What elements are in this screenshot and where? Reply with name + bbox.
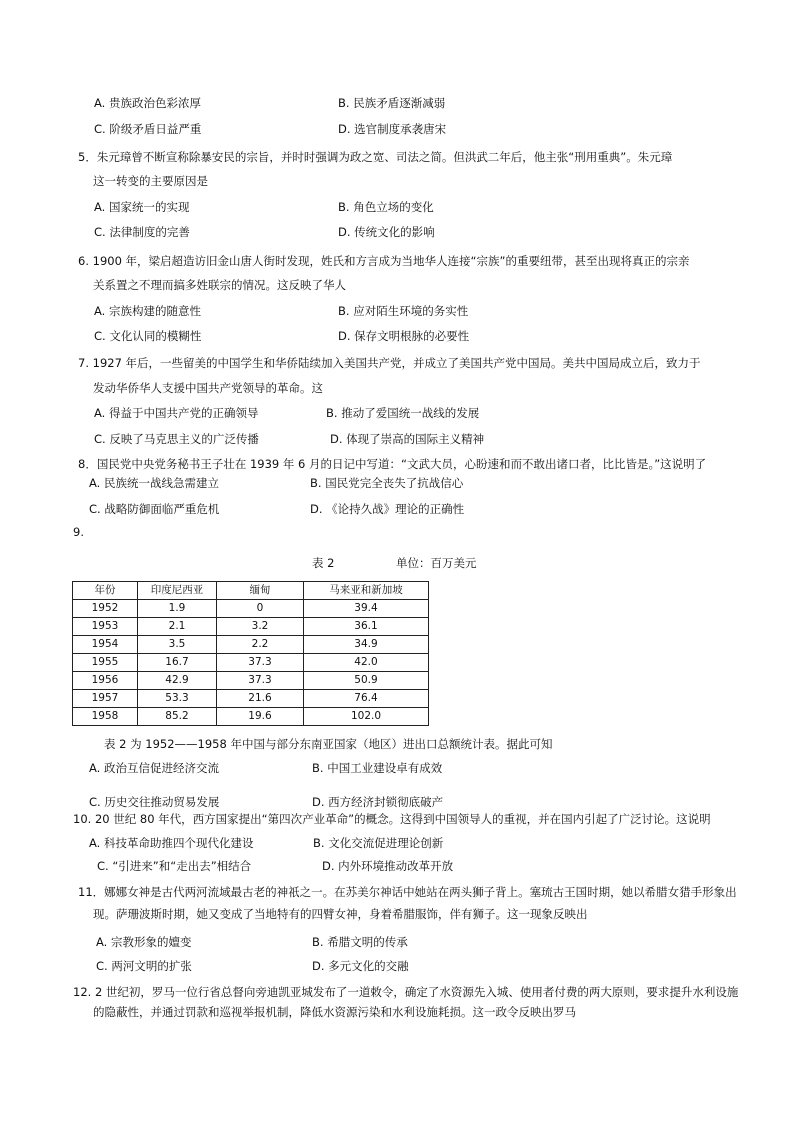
table-cell: 85.2 bbox=[138, 708, 217, 726]
q11-option-a: A. 宗教形象的嬗变 bbox=[96, 935, 192, 949]
table-cell: 42.9 bbox=[138, 672, 217, 690]
q6-option-c: C. 文化认同的模糊性 bbox=[94, 329, 202, 343]
q7-option-c: C. 反映了马克思主义的广泛传播 bbox=[94, 432, 259, 446]
q12-stem-line1: 12. 2 世纪初，罗马一位行省总督向旁迪凯亚城发布了一道敕令，确定了水资源先入城、使用者付费的两大原则，要求提升水利设施 bbox=[73, 985, 739, 999]
table-cell: 1955 bbox=[73, 654, 138, 672]
q5-option-c: C. 法律制度的完善 bbox=[94, 225, 190, 239]
table-cell: 37.3 bbox=[217, 654, 304, 672]
q7-stem-line1: 7. 1927 年后，一些留美的中国学生和华侨陆续加入美国共产党，并成立了美国共产党中国局。美共中国局成立后，致力于 bbox=[78, 356, 701, 370]
q5-option-a: A. 国家统一的实现 bbox=[94, 200, 190, 214]
table-cell: 42.0 bbox=[304, 654, 429, 672]
q8-option-a: A. 民族统一战线急需建立 bbox=[89, 476, 219, 490]
table-row bbox=[73, 690, 429, 708]
table-cell: 37.3 bbox=[217, 672, 304, 690]
q9-option-d: D. 西方经济封锁彻底破产 bbox=[312, 795, 444, 809]
table-cell: 1958 bbox=[73, 708, 138, 726]
q7-stem-line2: 发动华侨华人支援中国共产党领导的革命。这 bbox=[93, 381, 323, 395]
q11-option-d: D. 多元文化的交融 bbox=[312, 959, 409, 973]
q6-option-d: D. 保存文明根脉的必要性 bbox=[338, 329, 470, 343]
q7-option-a: A. 得益于中国共产党的正确领导 bbox=[94, 406, 259, 420]
table-row bbox=[73, 636, 429, 654]
q7-option-b: B. 推动了爱国统一战线的发展 bbox=[326, 406, 480, 420]
table-cell: 102.0 bbox=[304, 708, 429, 726]
q11-option-b: B. 希腊文明的传承 bbox=[312, 935, 408, 949]
table-row bbox=[73, 672, 429, 690]
table-cell: 1957 bbox=[73, 690, 138, 708]
table-cell: 34.9 bbox=[304, 636, 429, 654]
table-unit: 单位：百万美元 bbox=[396, 556, 477, 570]
header-malaya-singapore: 马来亚和新加坡 bbox=[304, 582, 429, 600]
table-cell: 50.9 bbox=[304, 672, 429, 690]
q10-option-a: A. 科技革命助推四个现代化建设 bbox=[89, 836, 254, 850]
table-cell: 16.7 bbox=[138, 654, 217, 672]
q6-option-b: B. 应对陌生环境的务实性 bbox=[338, 304, 469, 318]
q11-stem-line1: 11．娜娜女神是古代两河流域最古老的神祇之一。在苏美尔神话中她站在两头狮子背上。塞琉古王国时期，她以希腊女猎手形象出 bbox=[78, 885, 737, 899]
q8-option-d: D. 《论持久战》理论的正确性 bbox=[310, 502, 465, 516]
table-header-row bbox=[73, 582, 429, 600]
q4-option-c: C. 阶级矛盾日益严重 bbox=[94, 122, 202, 136]
table-title: 表 2 bbox=[312, 556, 335, 570]
q7-option-d: D. 体现了崇高的国际主义精神 bbox=[330, 432, 485, 446]
table-cell: 1956 bbox=[73, 672, 138, 690]
table-cell: 0 bbox=[217, 600, 304, 618]
table-row bbox=[73, 708, 429, 726]
header-indonesia: 印度尼西亚 bbox=[138, 582, 217, 600]
q5-stem-line1: 5．朱元璋曾不断宣称除暴安民的宗旨，并时时强调为政之宽、司法之简。但洪武二年后，他主张“刑用重典”。朱元璋 bbox=[78, 150, 673, 164]
table-cell: 2.1 bbox=[138, 618, 217, 636]
table-cell: 1952 bbox=[73, 600, 138, 618]
q4-option-d: D. 选官制度承袭唐宋 bbox=[338, 122, 447, 136]
q8-option-c: C. 战略防御面临严重危机 bbox=[89, 502, 220, 516]
trade-table bbox=[72, 581, 429, 726]
q6-stem-line1: 6. 1900 年，梁启超造访旧金山唐人街时发现，姓氏和方言成为当地华人连接“宗族”的重要纽带，甚至出现将真正的宗亲 bbox=[78, 254, 690, 268]
q5-option-b: B. 角色立场的变化 bbox=[338, 200, 434, 214]
q5-option-d: D. 传统文化的影响 bbox=[338, 225, 435, 239]
table-cell: 36.1 bbox=[304, 618, 429, 636]
q10-option-c: C. “引进来”和“走出去”相结合 bbox=[97, 859, 252, 873]
table-cell: 53.3 bbox=[138, 690, 217, 708]
table-row bbox=[73, 600, 429, 618]
q5-stem-line2: 这一转变的主要原因是 bbox=[93, 174, 208, 188]
q9-option-b: B. 中国工业建设卓有成效 bbox=[312, 761, 443, 775]
table-row bbox=[73, 618, 429, 636]
table-cell: 3.5 bbox=[138, 636, 217, 654]
q10-stem: 10. 20 世纪 80 年代，西方国家提出“第四次产业革命”的概念。这得到中国领导人的重视，并在国内引起了广泛讨论。这说明 bbox=[73, 812, 711, 826]
table-caption: 表 2 为 1952——1958 年中国与部分东南亚国家（地区）进出口总额统计表。据此可知 bbox=[104, 737, 553, 751]
q11-option-c: C. 两河文明的扩张 bbox=[96, 959, 192, 973]
header-year: 年份 bbox=[73, 582, 138, 600]
table-cell: 19.6 bbox=[217, 708, 304, 726]
q10-option-b: B. 文化交流促进理论创新 bbox=[313, 836, 444, 850]
q6-option-a: A. 宗族构建的随意性 bbox=[94, 304, 201, 318]
q10-option-d: D. 内外环境推动改革开放 bbox=[322, 859, 454, 873]
q9-option-c: C. 历史交往推动贸易发展 bbox=[89, 795, 220, 809]
table-cell: 3.2 bbox=[217, 618, 304, 636]
table-cell: 39.4 bbox=[304, 600, 429, 618]
table-row bbox=[73, 654, 429, 672]
q8-option-b: B. 国民党完全丧失了抗战信心 bbox=[310, 476, 464, 490]
table-cell: 1953 bbox=[73, 618, 138, 636]
q4-option-a: A. 贵族政治色彩浓厚 bbox=[94, 96, 201, 110]
table-cell: 76.4 bbox=[304, 690, 429, 708]
q4-option-b: B. 民族矛盾逐渐减弱 bbox=[338, 96, 446, 110]
table-cell: 21.6 bbox=[217, 690, 304, 708]
header-burma: 缅甸 bbox=[217, 582, 304, 600]
q9-number: 9. bbox=[73, 525, 84, 539]
table-cell: 1.9 bbox=[138, 600, 217, 618]
q6-stem-line2: 关系置之不理而搞多姓联宗的情况。这反映了华人 bbox=[93, 278, 346, 292]
q12-stem-line2: 的隐蔽性，并通过罚款和巡视举报机制，降低水资源污染和水利设施耗损。这一政令反映出罗马 bbox=[93, 1005, 576, 1019]
q11-stem-line2: 现。萨珊波斯时期，她又变成了当地特有的四臂女神，身着希腊服饰，伴有狮子。这一现象反映出 bbox=[93, 907, 588, 921]
q8-stem: 8．国民党中央党务秘书王子壮在 1939 年 6 月的日记中写道：“文武大员，心盼速和而不敢出诸口者，比比皆是。”这说明了 bbox=[78, 457, 707, 471]
q9-option-a: A. 政治互信促进经济交流 bbox=[89, 761, 219, 775]
table-cell: 1954 bbox=[73, 636, 138, 654]
table-cell: 2.2 bbox=[217, 636, 304, 654]
